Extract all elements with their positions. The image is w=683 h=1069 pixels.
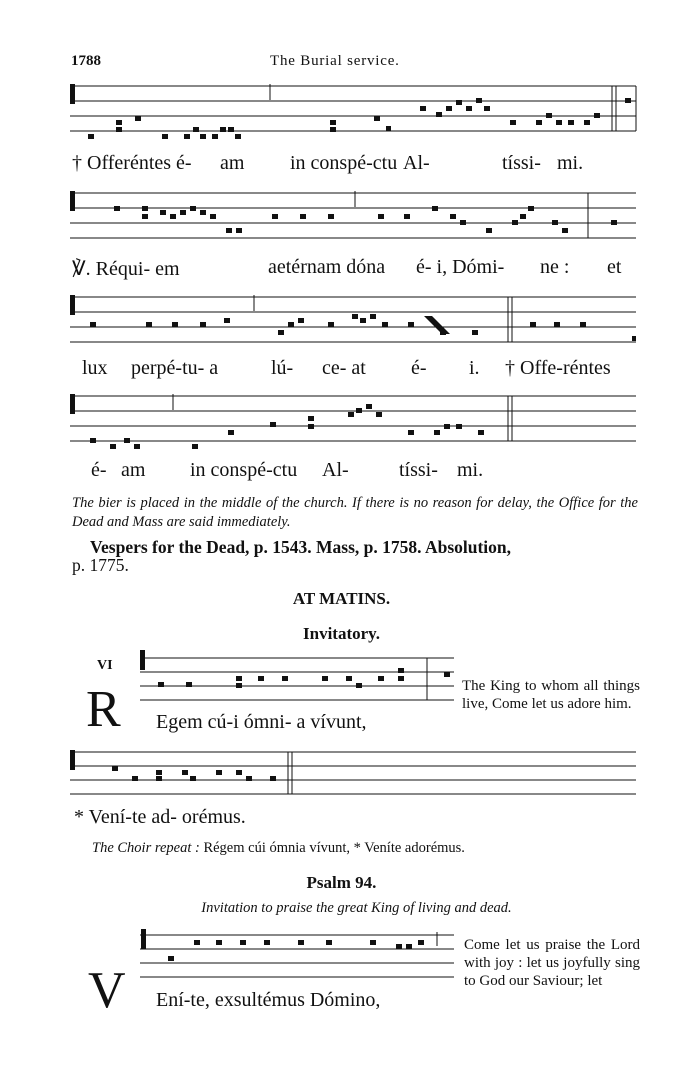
invitatory-translation: The King to whom all things live, Come let us adore him.: [462, 678, 640, 712]
lyric-al-repeat: Al-: [322, 459, 349, 481]
matins-heading: AT MATINS.: [292, 589, 391, 608]
venite-lyric: * Vení-te ad- orémus.: [74, 806, 246, 828]
lyric-requiem: ℣. Réqui- em: [72, 258, 180, 280]
choir-text: Régem cúi ómnia vívunt, * Veníte adorémus.: [203, 840, 465, 856]
vespers-line-2: p. 1775.: [72, 555, 129, 575]
lyric-et: et: [607, 256, 622, 278]
lyric-al: Al-: [403, 152, 430, 174]
vespers-line: Vespers for the Dead, p. 1543. Mass, p. 1758. Absolution,: [90, 537, 512, 557]
lyric-am: am: [220, 152, 245, 174]
lyric-tissi-repeat: tíssi-: [399, 459, 438, 481]
lyric-ne: ne :: [540, 256, 570, 278]
choir-repeat-line: [92, 840, 465, 857]
choir-label: The Choir repeat :: [92, 840, 200, 856]
psalm-translation: Come let us praise the Lord with joy : let us joyfully sing to God our Saviour; let: [464, 937, 640, 989]
lyric-mi: mi.: [557, 152, 584, 174]
lyric-offerentes-repeat: † Offe-réntes: [505, 357, 611, 379]
lyric-lu: lú-: [271, 357, 294, 379]
psalm-subtitle: Invitation to praise the great King of living and dead.: [201, 900, 512, 916]
invitatory-heading: Invitatory.: [303, 624, 380, 643]
lyric-am-repeat: am: [121, 459, 146, 481]
invitatory-lyric: Egem cú-i ómni- a vívunt,: [156, 711, 367, 733]
page-number: 1788: [71, 53, 101, 69]
lyric-aeternam: aetérnam dóna: [268, 256, 386, 278]
lyric-ceat: ce- at: [322, 357, 366, 379]
lyric-lux: lux: [82, 357, 108, 379]
lyric-in-conspectu: in conspé-ctu: [290, 152, 398, 174]
lyric-e-repeat: é-: [91, 459, 107, 481]
lyric-i: i.: [469, 357, 480, 379]
lyric-ei-domi: é- i, Dómi-: [416, 256, 505, 278]
mode-number: VI: [97, 658, 113, 673]
psalm-heading: Psalm 94.: [306, 873, 377, 892]
lyric-tissi: tíssi-: [502, 152, 541, 174]
dropcap-v: V: [88, 962, 126, 1019]
lyric-mi-repeat: mi.: [457, 459, 484, 481]
lyric-offerentes: † Offeréntes é-: [72, 152, 192, 174]
dropcap-r: R: [86, 681, 121, 738]
lyric-perpetua: perpé-tu- a: [131, 357, 219, 379]
lyric-in-conspectu-repeat: in conspé-ctu: [190, 459, 298, 481]
rubric-bier: The bier is placed in the middle of the church. If there is no reason for delay, the Office for the Dead and Mass are said immediately.: [72, 495, 638, 530]
psalm-lyric: Ení-te, exsultémus Dómino,: [156, 989, 381, 1011]
running-title: The Burial service.: [270, 53, 400, 69]
lyric-e: é-: [411, 357, 427, 379]
